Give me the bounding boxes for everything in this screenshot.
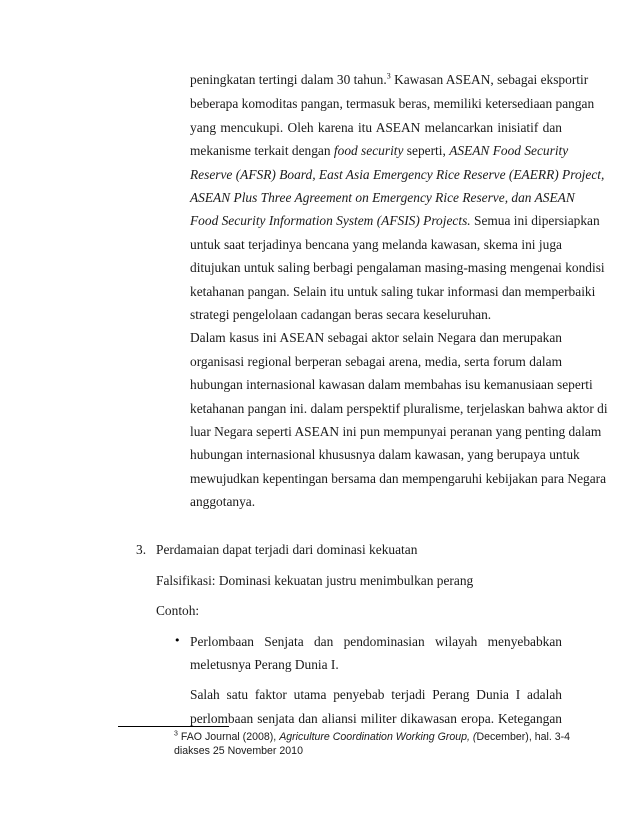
body-text-line: ketahanan pangan. Selain itu untuk saling tukar informasi dan memperbaiki xyxy=(190,284,596,299)
body-text-line: yang mencukupi. Oleh karena itu ASEAN melancarkan inisiatif dan xyxy=(190,120,562,135)
body-text-line: ketahanan pangan ini. dalam perspektif pluralisme, terjelaskan bahwa aktor di xyxy=(190,401,608,416)
body-text-line: untuk saat terjadinya bencana yang melanda kawasan, skema ini juga xyxy=(190,237,562,252)
body-text-line: hubungan internasional khususnya dalam kawasan, yang berupaya untuk xyxy=(190,447,580,462)
list-item-heading: Perdamaian dapat terjadi dari dominasi kekuatan xyxy=(156,542,418,557)
body-text-line: ASEAN Plus Three Agreement on Emergency Rice Reserve, dan ASEAN xyxy=(190,190,575,205)
contoh-label: Contoh: xyxy=(156,603,200,618)
body-text-line: strategi pengelolaan cadangan beras secara keseluruhan. xyxy=(190,307,492,322)
falsifikasi-text: Falsifikasi: Dominasi kekuatan justru menimbulkan perang xyxy=(156,573,474,588)
footnote-text: $^3$ FAO Journal (2008), Agriculture Coordination Working Group, (December), hal. 3-4 xyxy=(174,730,571,743)
body-text-line: peningkatan tertingi dalam 30 tahun.$^3$ Kawasan ASEAN, sebagai eksportir xyxy=(190,71,589,87)
body-text-line: beberapa komoditas pangan, termasuk beras, memiliki ketersediaan pangan xyxy=(190,96,595,111)
footnote-separator xyxy=(118,726,229,727)
body-text-line: mekanisme terkait dengan food security seperti, ASEAN Food Security xyxy=(190,143,569,158)
body-text-line: ditujukan untuk saling berbagi pengalaman masing-masing mengenai kondisi xyxy=(190,260,605,275)
footnote-ref[interactable]: 3 xyxy=(386,71,391,81)
footnote-text: diakses 25 November 2010 xyxy=(174,745,303,757)
body-text-line: Dalam kasus ini ASEAN sebagai aktor selain Negara dan merupakan xyxy=(190,330,562,345)
body-text-line: Food Security Information System (AFSIS) Projects. Semua ini dipersiapkan xyxy=(190,213,600,228)
body-text-line: Salah satu faktor utama penyebab terjadi Perang Dunia I adalah xyxy=(190,687,562,702)
body-text-line: luar Negara seperti ASEAN ini pun mempunyai peranan yang penting dalam xyxy=(190,424,602,439)
list-number: 3. xyxy=(136,542,147,557)
body-text-line: perlombaan senjata dan aliansi militer dikawasan eropa. Ketegangan xyxy=(190,711,562,726)
body-text-line: hubungan internasional kawasan dalam membahas isu kemanusiaan seperti xyxy=(190,377,593,392)
body-text-line: organisasi regional berperan sebagai arena, media, serta forum dalam xyxy=(190,354,562,369)
body-text-line: mewujudkan kepentingan bersama dan mempengaruhi kebijakan para Negara xyxy=(190,471,607,486)
bullet-icon: • xyxy=(174,634,181,647)
body-text-line: anggotanya. xyxy=(190,494,256,509)
body-text-line: Reserve (AFSR) Board, East Asia Emergency Rice Reserve (EAERR) Project, xyxy=(190,167,605,182)
bullet-text-line: meletusnya Perang Dunia I. xyxy=(190,657,339,672)
bullet-text-line: Perlombaan Senjata dan pendominasian wilayah menyebabkan xyxy=(190,634,562,649)
